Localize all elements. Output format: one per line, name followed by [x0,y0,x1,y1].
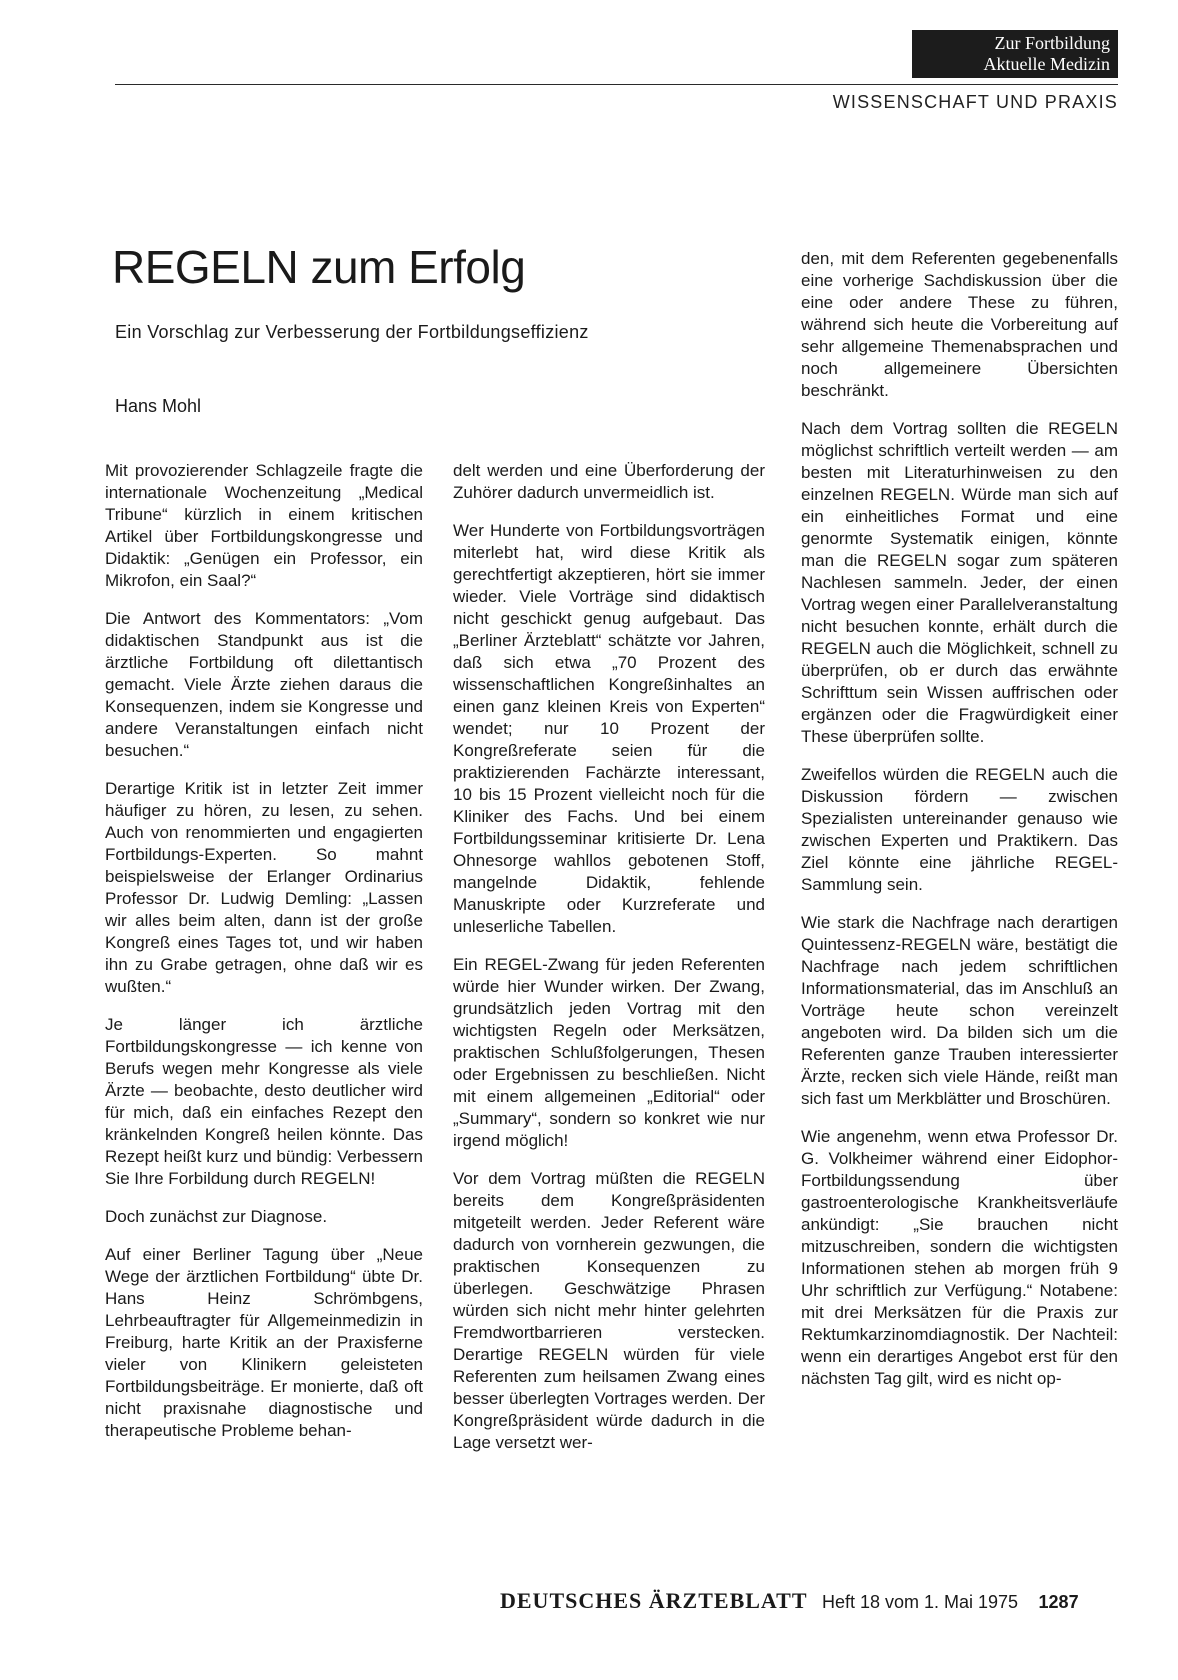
paragraph: Wie stark die Nachfrage nach derartigen Quintessenz-REGELN wäre, bestätigt die Nachfrage nach jedem schriftlichen Informationsmaterial, das im Anschluß an Vorträge heute schon vereinzelt angeboten wird. Da bilden sich um die Referenten ganze Trauben interessierter Ärzte, recken sich viele Hände, reißt man sich fast um Merkblätter und Broschüren. [801,913,1118,1108]
page-number: 1287 [1038,1592,1079,1612]
issue-info: Heft 18 vom 1. Mai 1975 [821,1592,1019,1612]
section-label: WISSENSCHAFT UND PRAXIS [832,92,1118,112]
badge-line-2: Aktuelle Medizin [983,54,1110,74]
header-rule [115,84,1118,85]
section-badge [912,30,1118,78]
paragraph: den, mit dem Referenten gegebenenfalls eine vorherige Sachdiskussion über die eine oder andere These zu führen, während sich heute die Vorbereitung auf sehr allgemeine Themenabsprachen und noch allgemeinere Übersichten beschränkt. [801,249,1118,400]
paragraph: Wie angenehm, wenn etwa Professor Dr. G. Volkheimer während einer Eidophor-Fortbildungssendung über gastroenterologische Krankheitsverläufe ankündigt: „Sie brauchen nicht mitzuschreiben, sondern die wichtigsten Informationen stehen ab morgen früh 9 Uhr schriftlich zur Verfügung.“ Notabene: mit drei Merksätzen für die Praxis zur Rektumkarzinomdiagnostik. Der Nachteil: wenn ein derartiges Angebot erst für den nächsten Tag gilt, wird es nicht op- [801,1127,1118,1388]
page-footer [500,1588,1079,1614]
text-column-2 [453,460,765,1470]
paragraph: Wer Hunderte von Fortbildungsvorträgen miterlebt hat, wird diese Kritik als gerechtfertigt akzeptieren, hört sie immer wieder. Viele Vorträge sind didaktisch nicht geschickt genug aufgebaut. Das „Berliner Ärzteblatt“ schätzte vor Jahren, daß sich etwa „70 Prozent des wissenschaftlichen Kongreßinhaltes an einen ganz kleinen Kreis von Experten“ wendet; nur 10 Prozent der Kongreßreferate seien für die praktizierenden Fachärzte interessant, 10 bis 15 Prozent vielleicht noch für die Kliniker des Fachs. Und bei einem Fortbildungsseminar kritisierte Dr. Lena Ohnesorge wahllos gebotenen Stoff, mangelnde Didaktik, fehlende Manuskripte oder Kurzreferate und unleserliche Tabellen. [453,521,765,936]
paragraph: Auf einer Berliner Tagung über „Neue Wege der ärztlichen Fortbildung“ übte Dr. Hans Heinz Schrömbgens, Lehrbeauftragter für Allgemeinmedizin in Freiburg, harte Kritik an der Praxisferne vieler von Klinikern geleisteten Fortbildungsbeiträge. Er monierte, daß oft nicht praxisnahe diagnostische und therapeutische Probleme behan- [105,1245,423,1440]
text-column-3 [801,248,1118,1406]
paragraph: Zweifellos würden die REGELN auch die Diskussion fördern — zwischen Spezialisten untereinander genauso wie zwischen Experten und Praktikern. Das Ziel könnte eine jährliche REGEL-Sammlung sein. [801,765,1118,894]
text-column-1 [105,460,423,1458]
article-subtitle: Ein Vorschlag zur Verbesserung der Fortbildungseffizienz [115,322,589,342]
paragraph: Derartige Kritik ist in letzter Zeit immer häufiger zu hören, zu lesen, zu sehen. Auch von renommierten und engagierten Fortbildungs-Experten. So mahnt beispielsweise der Erlanger Ordinarius Professor Dr. Ludwig Demling: „Lassen wir alles beim alten, dann ist der große Kongreß eines Tages tot, und wir haben ihn zu Grabe getragen, ohne daß wir es wußten.“ [105,779,423,996]
article-author: Hans Mohl [115,396,202,416]
paragraph: Ein REGEL-Zwang für jeden Referenten würde hier Wunder wirken. Der Zwang, grundsätzlich jeden Vortrag mit den wichtigsten Regeln oder Merksätzen, praktischen Schlußfolgerungen, Thesen oder Ergebnissen zu beschließen. Nicht mit einem allgemeinen „Editorial“ oder „Summary“, sondern so konkret wie nur irgend möglich! [453,955,765,1150]
paragraph: Die Antwort des Kommentators: „Vom didaktischen Standpunkt aus ist die ärztliche Fortbildung oft dilettantisch gemacht. Viele Ärzte ziehen daraus die Konsequenzen, indem sie Kongresse und andere Veranstaltungen einfach nicht besuchen.“ [105,609,423,760]
paragraph: Doch zunächst zur Diagnose. [105,1207,328,1226]
paragraph: delt werden und eine Überforderung der Zuhörer dadurch unvermeidlich ist. [453,461,765,502]
paragraph: Vor dem Vortrag müßten die REGELN bereits dem Kongreßpräsidenten mitgeteilt werden. Jeder Referent wäre dadurch von vornherein gezwungen, die praktischen Konsequenzen zu überlegen. Geschwätzige Phrasen würden sich nicht mehr hinter gelehrten Fremdwortbarrieren verstecken. Derartige REGELN würden für viele Referenten zum heilsamen Zwang eines besser überlegten Vortrages werden. Der Kongreßpräsident würde dadurch in die Lage versetzt wer- [453,1169,765,1452]
paragraph: Mit provozierender Schlagzeile fragte die internationale Wochenzeitung „Medical Tribune“ kürzlich in einem kritischen Artikel über Fortbildungskongresse und Didaktik: „Genügen ein Professor, ein Mikrofon, ein Saal?“ [105,461,423,590]
journal-name: DEUTSCHES ÄRZTEBLATT [500,1588,808,1613]
badge-line-1: Zur Fortbildung [994,33,1110,53]
paragraph: Je länger ich ärztliche Fortbildungskongresse — ich kenne von Berufs wegen mehr Kongresse als viele Ärzte — beobachte, desto deutlicher wird für mich, daß ein einfaches Rezept den kränkelnden Kongreß heilen könnte. Das Rezept heißt kurz und bündig: Verbessern Sie Ihre Forbildung durch REGELN! [105,1015,423,1188]
article-title: REGELN zum Erfolg [112,241,526,293]
paragraph: Nach dem Vortrag sollten die REGELN möglichst schriftlich verteilt werden — am besten mit Literaturhinweisen zu den einzelnen REGELN. Würde man sich auf ein einheitliches Format und eine genormte Systematik einigen, könnte man die REGELN sogar zum späteren Nachlesen sammeln. Jeder, der einen Vortrag wegen einer Parallelveranstaltung nicht besuchen konnte, erhält durch die REGELN auch die Möglichkeit, schnell zu überprüfen, ob er durch das erwähnte Schrifttum sein Wissen auffrischen oder ergänzen oder die Fragwürdigkeit einer These überprüfen sollte. [801,419,1118,746]
